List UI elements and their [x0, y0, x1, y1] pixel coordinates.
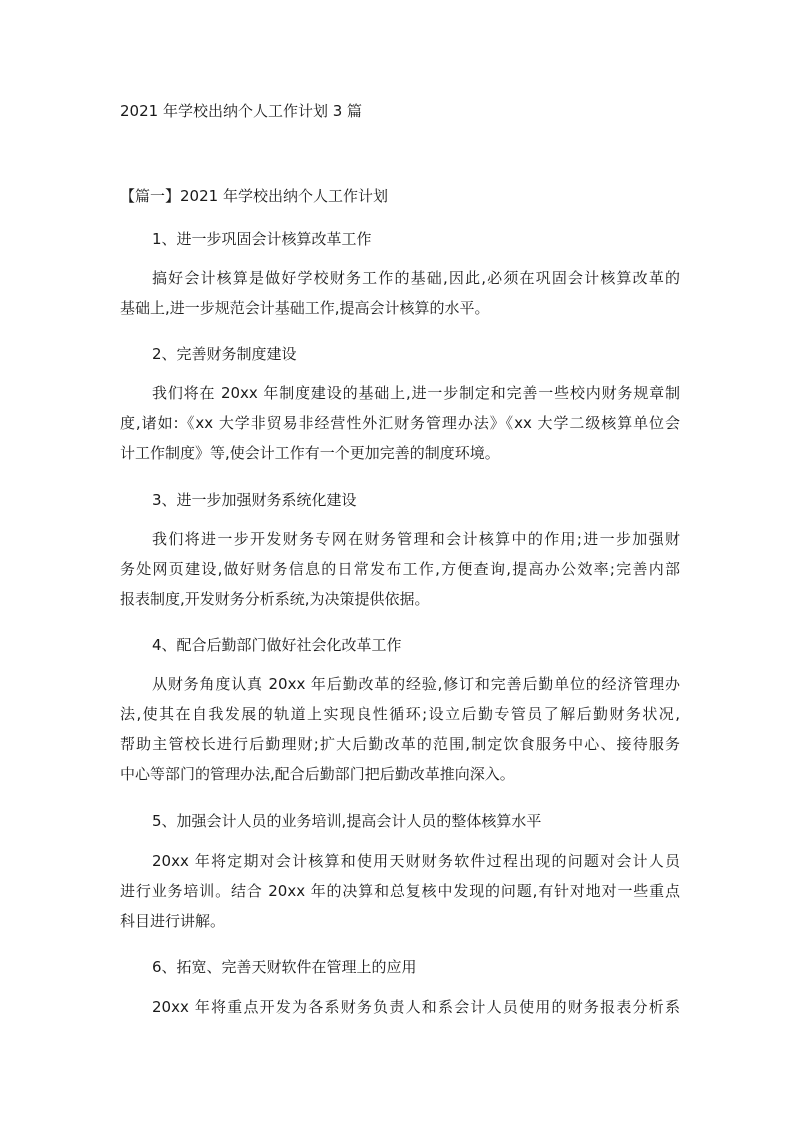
item-paragraph-1 — [120, 263, 680, 323]
item-heading-4: 4、配合后勤部门做好社会化改革工作 — [152, 636, 402, 654]
item-heading-3: 3、进一步加强财务系统化建设 — [152, 491, 357, 509]
paragraph-line: 我们将进一步开发财务专网在财务管理和会计核算中的作用;进一步加强财 — [152, 530, 680, 548]
paragraph-line: 务处网页建设,做好财务信息的日常发布工作,方便查询,提高办公效率;完善内部 — [120, 560, 680, 578]
document-title: 2021 年学校出纳个人工作计划 3 篇 — [120, 102, 363, 120]
paragraph-line: 中心等部门的管理办法,配合后勤部门把后勤改革推向深入。 — [120, 765, 515, 783]
paragraph-line: 从财务角度认真 20xx 年后勤改革的经验,修订和完善后勤单位的经济管理办 — [152, 675, 680, 693]
paragraph-line: 报表制度,开发财务分析系统,为决策提供依据。 — [120, 590, 430, 608]
section-title: 【篇一】2021 年学校出纳个人工作计划 — [120, 187, 388, 205]
item-paragraph-4 — [120, 669, 680, 789]
paragraph-line: 帮助主管校长进行后勤理财;扩大后勤改革的范围,制定饮食服务中心、接待服务 — [120, 735, 680, 753]
item-heading-6: 6、拓宽、完善天财软件在管理上的应用 — [152, 958, 417, 976]
paragraph-line: 搞好会计核算是做好学校财务工作的基础,因此,必须在巩固会计核算改革的 — [152, 269, 680, 287]
paragraph-line: 计工作制度》等,使会计工作有一个更加完善的制度环境。 — [120, 444, 500, 462]
item-paragraph-3 — [120, 524, 680, 614]
paragraph-line: 科目进行讲解。 — [120, 912, 226, 930]
item-heading-2: 2、完善财务制度建设 — [152, 345, 297, 363]
item-heading-5: 5、加强会计人员的业务培训,提高会计人员的整体核算水平 — [152, 812, 542, 830]
paragraph-line: 度,诸如:《xx 大学非贸易非经营性外汇财务管理办法》《xx 大学二级核算单位会 — [120, 414, 680, 432]
paragraph-line: 法,使其在自我发展的轨道上实现良性循环;设立后勤专管员了解后勤财务状况, — [120, 705, 680, 723]
paragraph-line: 我们将在 20xx 年制度建设的基础上,进一步制定和完善一些校内财务规章制 — [152, 384, 680, 402]
paragraph-line: 进行业务培训。结合 20xx 年的决算和总复核中发现的问题,有针对地对一些重点 — [120, 882, 680, 900]
item-paragraph-6 — [120, 992, 680, 1022]
item-paragraph-2 — [120, 378, 680, 468]
paragraph-line: 20xx 年将定期对会计核算和使用天财财务软件过程出现的问题对会计人员 — [152, 852, 680, 870]
paragraph-line: 20xx 年将重点开发为各系财务负责人和系会计人员使用的财务报表分析系 — [152, 998, 680, 1016]
item-heading-1: 1、进一步巩固会计核算改革工作 — [152, 230, 372, 248]
item-paragraph-5 — [120, 846, 680, 936]
paragraph-line: 基础上,进一步规范会计基础工作,提高会计核算的水平。 — [120, 299, 490, 317]
